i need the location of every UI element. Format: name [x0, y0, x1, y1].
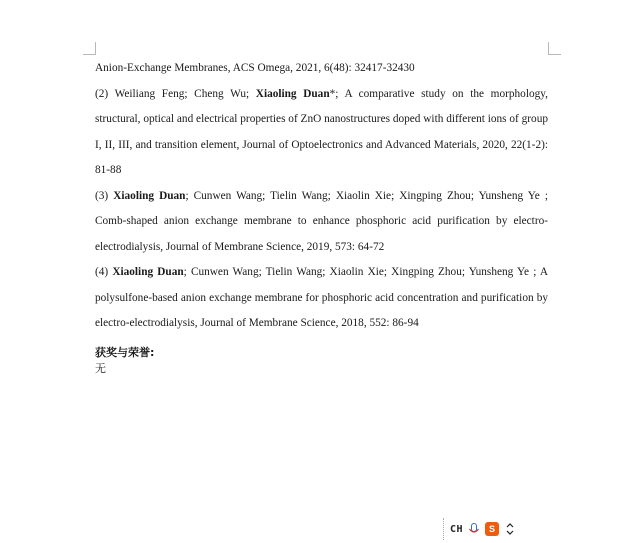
awards-heading: 获奖与荣誉: [95, 345, 155, 359]
author-highlight: Xiaoling Duan [112, 266, 184, 278]
microphone-icon[interactable] [467, 522, 481, 536]
ime-language-toggle[interactable]: CH [450, 523, 464, 535]
awards-body: 无 [95, 361, 106, 375]
page-corner-top-right [548, 42, 561, 55]
document-body[interactable] [95, 56, 548, 377]
sogou-s-icon[interactable]: S [485, 522, 499, 536]
ime-toolbar[interactable] [443, 518, 530, 540]
more-icon[interactable] [503, 522, 517, 536]
reference-4: (4) Xiaoling Duan; Cunwen Wang; Tielin Wang; Xiaolin Xie; Xingping Zhou; Yunsheng Ye ; A polysulfone-based anion exchange membrane for phosphoric acid concentration and purification by electro-electrodialysis, Journal of Membrane Science, 2018, 552: 86-94 [95, 266, 549, 329]
author-highlight: Xiaoling Duan [255, 87, 330, 100]
author-highlight: Xiaoling Duan [113, 189, 186, 202]
reference-1-tail: Anion-Exchange Membranes, ACS Omega, 2021, 6(48): 32417-32430 [95, 62, 415, 74]
page-corner-top-left [83, 42, 96, 55]
reference-3: (3) Xiaoling Duan; Cunwen Wang; Tielin Wang; Xiaolin Xie; Xingping Zhou; Yunsheng Ye ; Comb-shaped anion exchange membrane to enhance phosphoric acid purification by electro-electrodialysis, Journal of Membrane Science, 2019, 573: 64-72 [95, 189, 548, 253]
reference-2: (2) Weiliang Feng; Cheng Wu; Xiaoling Duan*; A comparative study on the morphology, structural, optical and electrical properties of ZnO nanostructures doped with different ions of group I, II, III, and transition element, Journal of Optoelectronics and Advanced Materials, 2020, 22(1-2): 81-88 [95, 87, 548, 176]
